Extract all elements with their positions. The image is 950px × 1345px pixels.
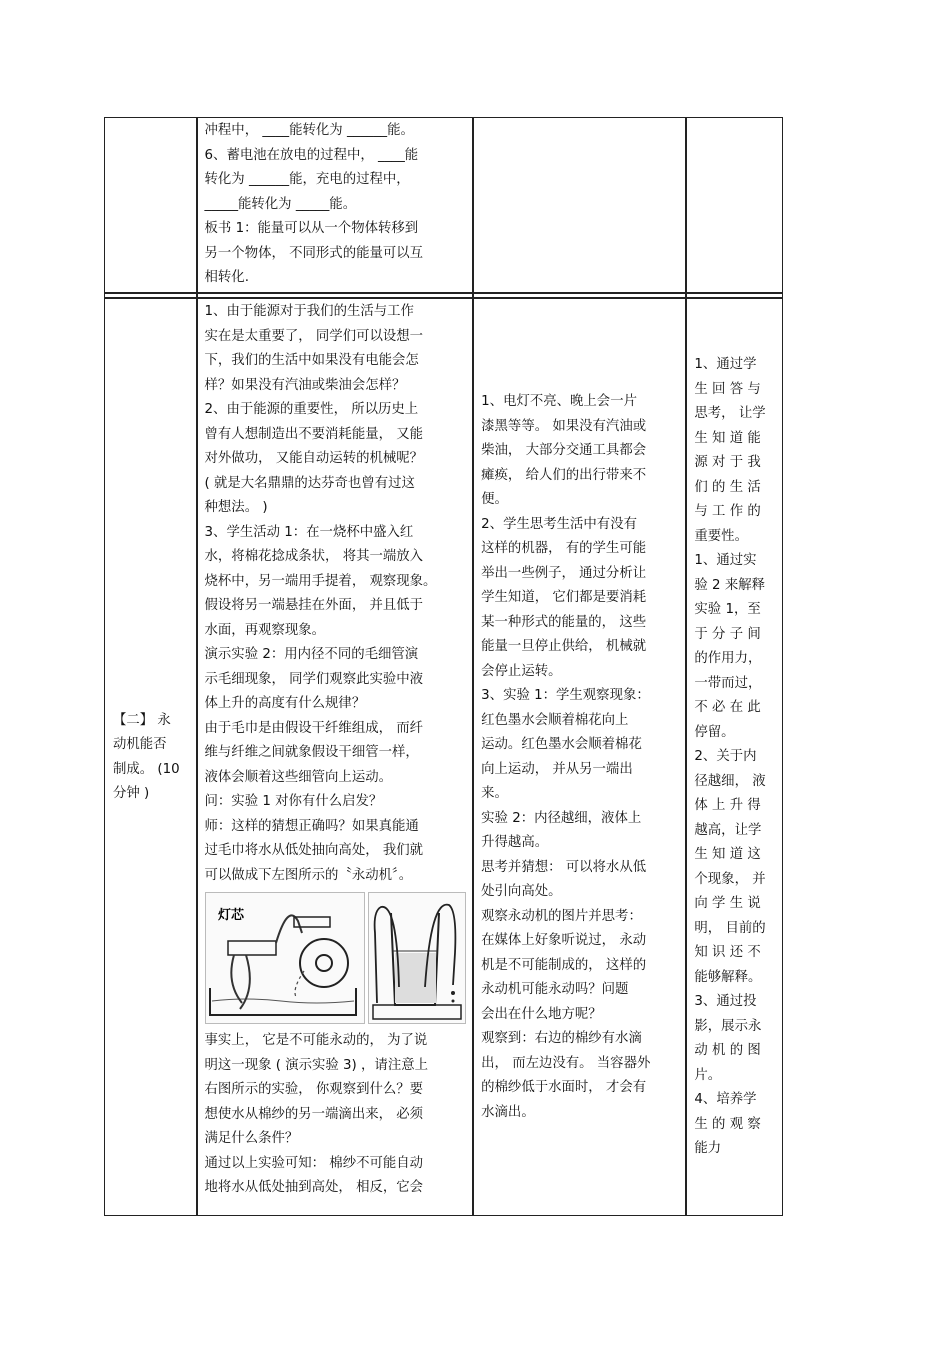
text-line: 烧杯中，另一端用手提着， 观察现象。 xyxy=(204,573,437,589)
design-intent-cell xyxy=(686,298,783,1216)
text-line: 的棉纱低于水面时， 才会有 xyxy=(481,1080,647,1095)
text-line: 能够解释。 xyxy=(694,969,762,985)
text-line: 举出一些例子， 通过分析让 xyxy=(481,565,647,581)
text-line: 地将水从低处抽到高处， 相反，它会 xyxy=(204,1180,424,1195)
text-line: 径越细， 液 xyxy=(694,773,766,789)
teacher-activity-text xyxy=(198,118,473,291)
text-line: 永动机可能永动吗？问题 xyxy=(481,982,629,997)
teacher-activity-cell xyxy=(197,298,474,1216)
text-line: 可以做成下左图所示的〝永动机〞。 xyxy=(204,867,413,883)
text-line: 通过以上实验可知： 棉纱不可能自动 xyxy=(204,1155,424,1171)
text-line: 运动。红色墨水会顺着棉花 xyxy=(481,737,642,752)
text-line: 生 知 道 这 xyxy=(694,847,761,863)
text-line: 源 对 于 我 xyxy=(694,455,761,471)
text-line: 停留。 xyxy=(694,724,735,740)
text-line: 片。 xyxy=(694,1067,722,1083)
text-line: 1、通过实 xyxy=(694,553,757,569)
teacher-activity-text xyxy=(198,299,473,888)
text-line: 这样的机器， 有的学生可能 xyxy=(481,541,647,556)
text-line: 下，我们的生活中如果没有电能会怎 xyxy=(204,353,419,368)
text-line: 便。 xyxy=(481,492,508,507)
text-line: 漆黑等等。 如果没有汽油或 xyxy=(481,418,647,434)
text-line: 实验 1，至 xyxy=(694,602,761,618)
text-line: 体上升的高度有什么规律？ xyxy=(204,696,366,711)
text-line: 生 知 道 能 xyxy=(694,430,761,446)
student-activity-cell-empty xyxy=(473,117,686,293)
text-line: 水面，再观察现象。 xyxy=(204,622,326,638)
text-line: 观察永动机的图片并思考： xyxy=(481,908,642,924)
text-line: 观察到：右边的棉纱有水滴 xyxy=(481,1031,642,1046)
text-line: 3、实验 1：学生观察现象： xyxy=(481,688,650,703)
text-line: 水，将棉花捻成条状， 将其一端放入 xyxy=(204,549,424,564)
text-line: 某一种形式的能量的， 这些 xyxy=(481,614,647,630)
text-line: 不 必 在 此 xyxy=(694,700,761,716)
text-line: 转化为 ______能，充电的过程中， xyxy=(204,172,410,187)
text-line: 相转化. xyxy=(204,270,249,285)
text-line: 机是不可能制成的， 这样的 xyxy=(481,957,647,973)
text-line: 个现象， 并 xyxy=(694,871,766,887)
text-line: 与 工 作 的 xyxy=(694,504,761,520)
text-line: 实在是太重要了， 同学们可以设想一 xyxy=(204,328,424,344)
text-line: 6、蓄电池在放电的过程中， ____能 xyxy=(204,147,419,163)
text-line: 水滴出。 xyxy=(481,1104,535,1120)
text-line: 液体会顺着这些细管向上运动。 xyxy=(204,769,392,785)
text-line: 瘫痪， 给人们的出行带来不 xyxy=(481,467,647,483)
text-line: 能量一旦停止供给， 机械就 xyxy=(481,639,647,654)
text-line: 演示实验 2：用内径不同的毛细管演 xyxy=(204,647,419,662)
text-line: 动 机 的 图 xyxy=(694,1043,761,1059)
text-line: 处引向高处。 xyxy=(481,884,562,899)
text-line: 们 的 生 活 xyxy=(694,479,761,495)
text-line: 师：这样的猜想正确吗？如果真能通 xyxy=(204,818,419,834)
text-line: 【二】 永 xyxy=(113,712,171,728)
lesson-plan-table xyxy=(104,117,783,1216)
text-line: 向上运动， 并从另一端出 xyxy=(481,761,633,777)
text-line: 红色墨水会顺着棉花向上 xyxy=(481,712,629,728)
text-line: 问：实验 1 对你有什么启发？ xyxy=(204,794,383,809)
text-line: 另一个物体， 不同形式的能量可以互 xyxy=(204,245,424,261)
text-line: 板书 1：能量可以从一个物体转移到 xyxy=(204,221,419,236)
text-line: _____能转化为 _____能。 xyxy=(204,196,357,212)
text-line: 于 分 子 间 xyxy=(694,626,761,642)
text-line: 出， 而左边没有。 当容器外 xyxy=(481,1055,651,1071)
text-line: 学生知道， 它们都是要消耗 xyxy=(481,590,647,605)
text-line: 假设将另一端悬挂在外面， 并且低于 xyxy=(204,598,424,613)
text-line: 1、电灯不亮、晚上会一片 xyxy=(481,394,637,409)
text-line: 1、通过学 xyxy=(694,357,757,373)
text-line: 示毛细现象， 同学们观察此实验中液 xyxy=(204,671,424,687)
text-line: 思考， 让学 xyxy=(694,406,766,422)
text-line: 分钟 ) xyxy=(113,786,150,801)
text-line: 过毛巾将水从低处抽向高处， 我们就 xyxy=(204,843,424,858)
student-activity-text xyxy=(474,389,685,1125)
text-line: 制成。 (10 xyxy=(113,761,180,777)
text-line: 能力 xyxy=(694,1141,722,1157)
text-line: 一带而过， xyxy=(694,675,762,691)
text-line: 1、由于能源对于我们的生活与工作 xyxy=(204,304,414,319)
text-line: 重要性。 xyxy=(694,528,748,544)
text-line: 右图所示的实验， 你观察到什么？要 xyxy=(204,1082,424,1097)
text-line: 事实上， 它是不可能永动的， 为了说 xyxy=(204,1033,428,1048)
text-line: 验 2 来解释 xyxy=(694,577,766,593)
section-cell-empty xyxy=(104,117,197,293)
text-line: 会出在什么地方呢？ xyxy=(481,1006,602,1022)
text-line: 明， 目前的 xyxy=(694,920,766,936)
text-line: 冲程中， ____能转化为 ______能。 xyxy=(204,123,414,138)
text-line: 由于毛巾是由假设干纤维组成， 而纤 xyxy=(204,720,424,736)
text-line: 动机能否 xyxy=(113,737,167,752)
table-row xyxy=(104,298,783,1216)
text-line: 3、通过投 xyxy=(694,994,757,1010)
perpetual-motion-figure xyxy=(205,892,365,1024)
text-line: 在媒体上好象听说过， 永动 xyxy=(481,933,647,948)
teacher-activity-text-continued xyxy=(198,1028,473,1201)
text-line: 2、关于内 xyxy=(694,749,757,765)
table-row xyxy=(104,117,783,293)
text-line: 4、培养学 xyxy=(694,1092,757,1108)
text-line: ( 就是大名鼎鼎的达芬奇也曾有过这 xyxy=(204,475,415,491)
text-line: 知 识 还 不 xyxy=(694,945,761,961)
text-line: 维与纤维之间就象假设干细管一样， xyxy=(204,745,419,760)
text-line: 实验 2：内径越细，液体上 xyxy=(481,810,642,826)
text-line: 3、学生活动 1：在一烧杯中盛入红 xyxy=(204,524,414,540)
design-intent-cell-empty xyxy=(686,117,783,293)
text-line: 来。 xyxy=(481,786,508,801)
text-line: 种想法。 ) xyxy=(204,500,268,515)
text-line: 2、学生思考生活中有没有 xyxy=(481,516,637,532)
text-line: 柴油， 大部分交通工具都会 xyxy=(481,443,647,458)
text-line: 对外做功， 又能自动运转的机械呢？ xyxy=(204,451,424,466)
capillary-experiment-figure xyxy=(368,892,466,1024)
text-line: 满足什么条件？ xyxy=(204,1131,299,1146)
figure-wick-label: 灯芯 xyxy=(217,908,244,923)
text-line: 2、由于能源的重要性， 所以历史上 xyxy=(204,402,419,417)
text-line: 思考并猜想： 可以将水从低 xyxy=(481,859,647,875)
text-line: 曾有人想制造出不要消耗能量， 又能 xyxy=(204,426,424,442)
section-label-cell xyxy=(104,298,197,1216)
text-line: 生 回 答 与 xyxy=(694,381,761,397)
text-line: 生 的 观 察 xyxy=(694,1116,761,1132)
figure-row xyxy=(198,888,473,1028)
design-intent-text xyxy=(687,352,782,1162)
student-activity-cell xyxy=(473,298,686,1216)
section-label xyxy=(105,708,196,807)
text-line: 升得越高。 xyxy=(481,835,549,850)
text-line: 样？如果没有汽油或柴油会怎样？ xyxy=(204,377,406,393)
text-line: 体 上 升 得 xyxy=(694,798,761,814)
text-line: 明这一现象 ( 演示实验 3) ，请注意上 xyxy=(204,1057,428,1073)
teacher-activity-cell xyxy=(197,117,474,293)
text-line: 会停止运转。 xyxy=(481,663,562,679)
text-line: 的作用力， xyxy=(694,651,762,667)
text-line: 影，展示永 xyxy=(694,1018,762,1034)
text-line: 想使水从棉纱的另一端滴出来， 必须 xyxy=(204,1106,424,1122)
text-line: 越高，让学 xyxy=(694,822,762,838)
text-line: 向 学 生 说 xyxy=(694,896,761,912)
